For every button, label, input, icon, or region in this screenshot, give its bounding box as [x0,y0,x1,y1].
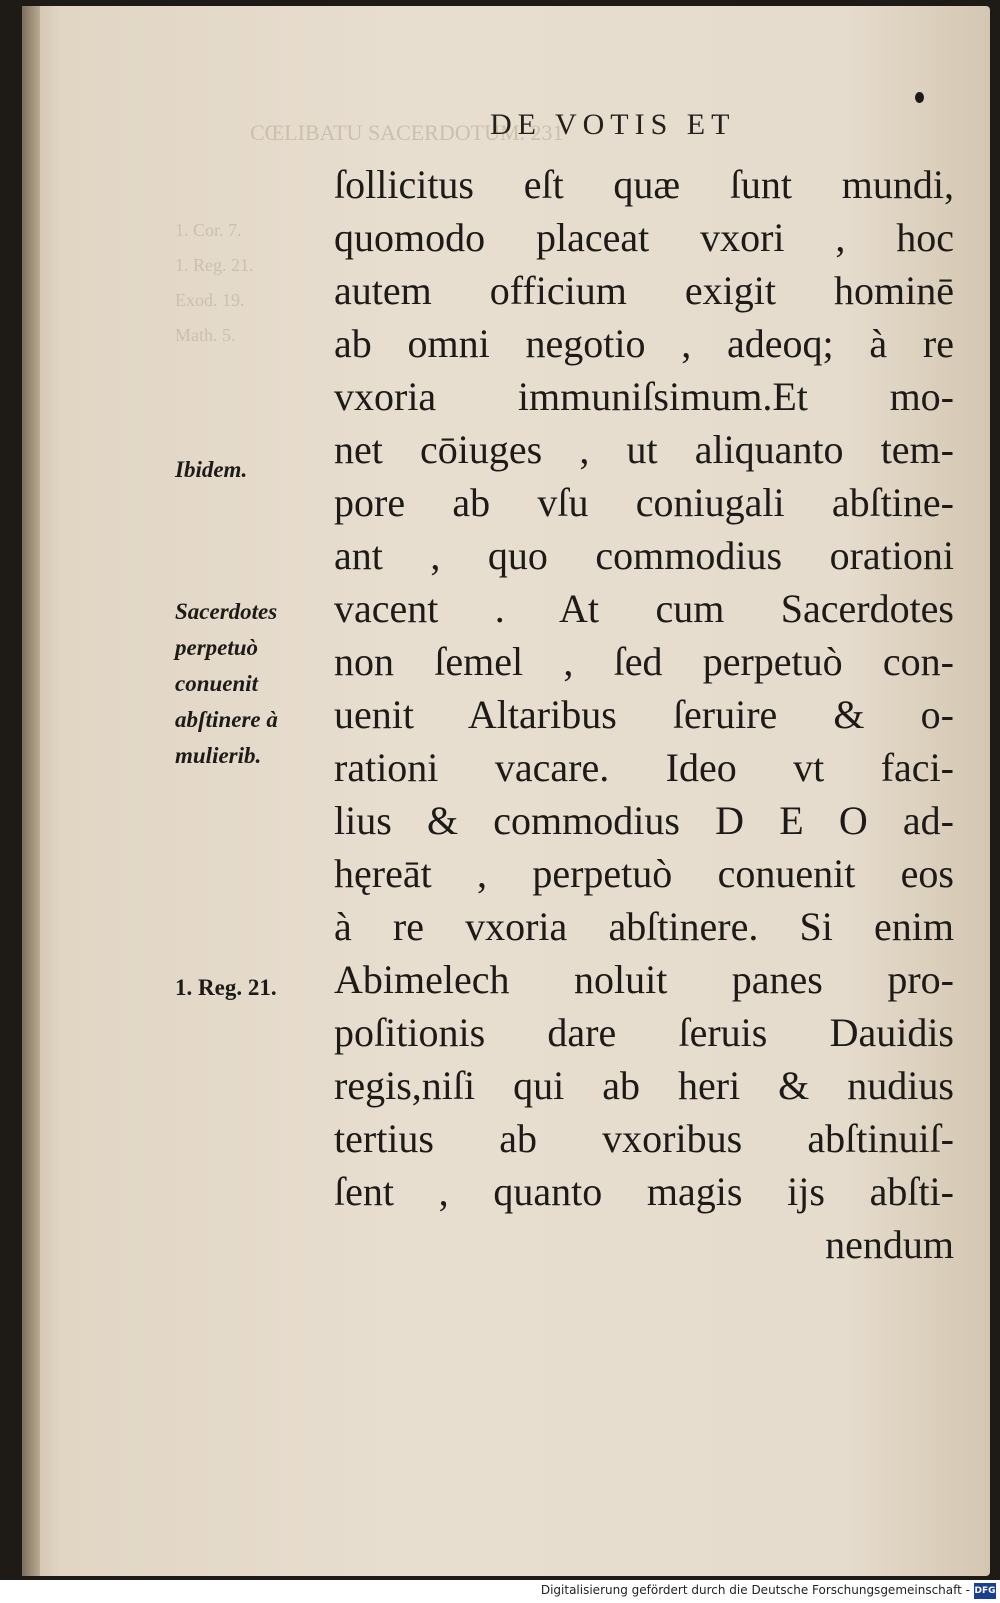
text-line: à re vxoria abſtinere. Si enim [334,904,954,949]
margin-note-line: mulierib. [175,743,262,768]
ghost-note: 1. Cor. 7. [175,220,242,240]
text-line: ab omni negotio , adeoq; à re [334,321,954,366]
text-line: net cōiuges , ut aliquanto tem- [334,427,954,472]
text-line: hęreāt , perpetuò conuenit eos [334,851,954,896]
text-line: autem officium exigit hominē [334,268,954,313]
margin-note-ibidem: Ibidem. [175,457,248,482]
text-line: quomodo placeat vxori , hoc [334,215,954,260]
footer-credit: Digitalisierung gefördert durch die Deutsche Forschungsgemeinschaft - [540,1583,970,1597]
text-line: lius & commodius D E O ad- [334,798,954,843]
text-line: pore ab vſu coniugali abſtine- [334,480,954,525]
dfg-logo: DFG [974,1583,996,1599]
running-head: DE VOTIS ET [490,108,736,141]
text-line: non ſemel , ſed perpetuò con- [334,639,954,684]
margin-note-line: perpetuò [175,635,259,660]
text-line: Abimelech noluit panes pro- [334,957,954,1002]
text-line: ſent , quanto magis ijs abſti- [334,1169,954,1214]
ghost-heading: CŒLIBATU SACERDOTUM. 231 [250,120,564,145]
ink-dot [915,92,924,103]
margin-note-reg: 1. Reg. 21. [175,975,277,1000]
ghost-note: 1. Reg. 21. [175,255,254,275]
footer-bar [0,1580,1000,1603]
page-gutter-edge [22,6,40,1576]
text-line: rationi vacare. Ideo vt faci- [334,745,954,790]
text-line: poſitionis dare ſeruis Dauidis [334,1010,954,1055]
ghost-note: Math. 5. [175,325,236,345]
text-line: ant , quo commodius orationi [334,533,954,578]
margin-note-line: abſtinere à [175,707,278,732]
margin-note-line: Sacerdotes [175,599,278,624]
catchword: nendum [825,1222,954,1267]
text-line: vacent . At cum Sacerdotes [334,586,954,631]
text-line: regis,niſi qui ab heri & nudius [334,1063,954,1108]
text-line: vxoria immuniſsimum.Et mo- [334,374,954,419]
text-line: uenit Altaribus ſeruire & o- [334,692,954,737]
margin-note-line: conuenit [175,671,259,696]
ghost-note: Exod. 19. [175,290,245,310]
margin-note-sacerdotes [175,594,278,774]
body-text [334,158,954,1271]
text-line: tertius ab vxoribus abſtinuiſ- [334,1116,954,1161]
text-line: ſollicitus eſt quæ ſunt mundi, [334,162,954,207]
